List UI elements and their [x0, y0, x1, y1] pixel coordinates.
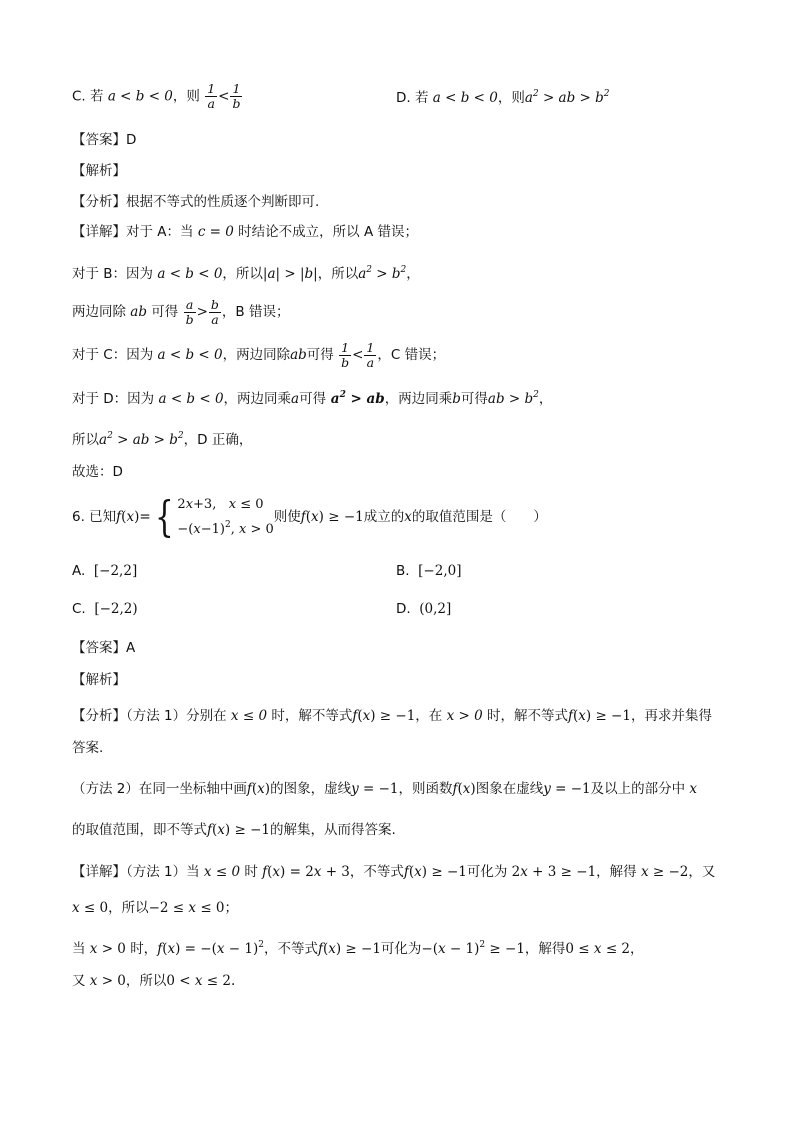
q6-option-d: D. (0,2] — [396, 601, 452, 617]
piecewise-cases: 2x+3, x ≤ 0 $-(x-1)^2$, x > 0 — [177, 497, 274, 537]
option-d-inequality: $a^2$ > ab > $b^2$ — [524, 89, 610, 106]
q6-option-b: B. [−2,0] — [396, 563, 462, 579]
q5-detail-a: 【详解】对于 A：当 c = 0 时结论不成立，所以 A 错误； — [72, 224, 418, 240]
piecewise-brace: { — [154, 492, 174, 541]
option-c: C. 若 a < b < 0，则 $\frac{1}{a}$ < $\frac{1}{b}$ — [72, 81, 241, 111]
option-d: D. 若 a < b < 0，则$a^2$ > ab > $b^2$ — [396, 89, 610, 106]
q5-detail-c: 对于 C：因为 a < b < 0，两边同除ab可得 $\frac{1}{b}$ < $\frac{1}{a}$ ，C 错误； — [72, 339, 446, 370]
q5-detail-d2: 所以$a^2$ > ab > $b^2$，D 正确， — [72, 431, 253, 448]
q6-fenxi-line4: 的取值范围，即不等式f(x) ≥ −1的解集，从而得答案. — [72, 822, 396, 838]
q5-answer: 【答案】D — [72, 132, 137, 148]
q6-option-c: C. [−2,2) — [72, 601, 138, 617]
q5-detail-b1: 对于 B：因为 a < b < 0，所以|a| > |b|，所以$a^2 > b^2$， — [72, 265, 420, 282]
q5-detail-d1: 对于 D：因为 a < b < 0，两边同乘a可得 $a^2$ > ab，两边同乘b可得ab > $b^2$， — [72, 390, 553, 407]
q6-stem: 6. 已知f(x)={ 2x+3, x ≤ 0 $-(x-1)^2$, x > 0 则使f(x) ≥ −1成立的x的取值范围是（ ） — [72, 492, 547, 541]
fraction-1-over-a: $\frac{1}{a}$ — [207, 81, 216, 111]
q6-analysis-heading: 【解析】 — [72, 672, 126, 688]
option-c-condition: a < b < 0 — [107, 88, 173, 105]
q5-conclusion: 故选：D — [72, 464, 123, 480]
q5-fenxi: 【分析】根据不等式的性质逐个判断即可. — [72, 194, 320, 210]
q6-detail-line3: 当 x > 0 时，$f(x) = -(x - 1)^2$，不等式f(x) ≥ −1可化为$-(x - 1)^2 \ge -1$，解得0 ≤ x ≤ 2， — [72, 940, 644, 957]
q6-detail-line2: x ≤ 0，所以−2 ≤ x ≤ 0； — [72, 900, 239, 916]
q5-analysis-heading: 【解析】 — [72, 163, 126, 179]
q6-answer: 【答案】A — [72, 640, 136, 656]
q6-option-a: A. [−2,2] — [72, 563, 138, 579]
fraction-1-over-b: $\frac{1}{b}$ — [232, 81, 241, 111]
q6-fenxi-line1: 【分析】（方法 1）分别在 x ≤ 0 时，解不等式f(x) ≥ −1，在 x > 0 时，解不等式f(x) ≥ −1，再求并集得 — [72, 708, 712, 724]
q6-fenxi-line2: 答案. — [72, 740, 104, 756]
q6-detail-line4: 又 x > 0，所以0 < x ≤ 2. — [72, 973, 236, 989]
q6-fenxi-line3: （方法 2）在同一坐标轴中画f(x)的图象，虚线y = −1，则函数f(x)图象在虚线y = −1及以上的部分中 x — [72, 781, 698, 797]
q6-detail-line1: 【详解】（方法 1）当 x ≤ 0 时 f(x) = 2x + 3，不等式f(x) ≥ −1可化为 2x + 3 ≥ −1，解得 x ≥ −2，又 — [72, 864, 716, 880]
q5-detail-b2: 两边同除 ab 可得 $\frac{a}{b}$ > $\frac{b}{a}$ ，B 错误； — [72, 296, 290, 327]
